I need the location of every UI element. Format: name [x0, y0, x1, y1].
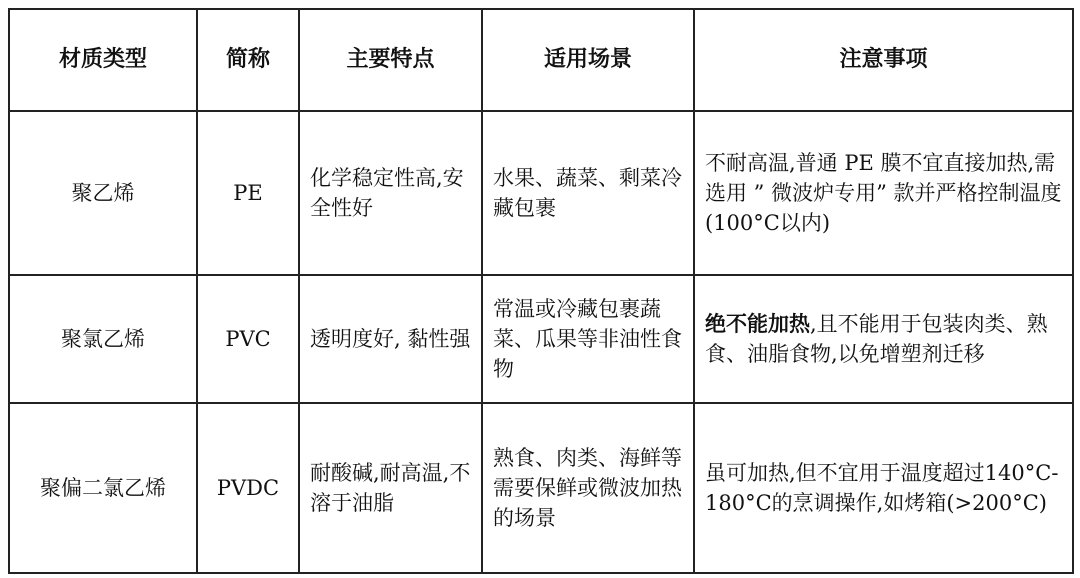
scenes-cell: 熟食、肉类、海鲜等需要保鲜或微波加热的场景: [482, 403, 694, 573]
abbr-cell: PE: [197, 111, 299, 275]
material-cell: 聚乙烯: [9, 111, 197, 275]
header-notes: 注意事项: [694, 9, 1073, 111]
features-cell: 耐酸碱,耐高温,不溶于油脂: [299, 403, 482, 573]
notes-cell: [694, 111, 1073, 275]
table-row: [9, 111, 1073, 275]
material-cell: 聚氯乙烯: [9, 275, 197, 403]
header-row: [9, 9, 1073, 111]
table-row: [9, 403, 1073, 573]
abbr-cell: PVC: [197, 275, 299, 403]
header-material: 材质类型: [9, 9, 197, 111]
notes-text: ,且不能用于包装肉类、熟食、油脂食物,以免增塑剂迁移: [705, 312, 1048, 366]
scenes-cell: 常温或冷藏包裹蔬菜、瓜果等非油性食物: [482, 275, 694, 403]
header-scenes: 适用场景: [482, 9, 694, 111]
features-cell: 透明度好, 黏性强: [299, 275, 482, 403]
scenes-cell: 水果、蔬菜、剩菜冷藏包裹: [482, 111, 694, 275]
notes-cell: [694, 275, 1073, 403]
material-cell: 聚偏二氯乙烯: [9, 403, 197, 573]
abbr-cell: PVDC: [197, 403, 299, 573]
header-abbr: 简称: [197, 9, 299, 111]
plastic-wrap-table: [8, 8, 1074, 574]
notes-cell: [694, 403, 1073, 573]
notes-text: 虽可加热,但不宜用于温度超过140°C-180°C的烹调操作,如烤箱(>200°C): [705, 461, 1059, 515]
features-cell: 化学稳定性高,安全性好: [299, 111, 482, 275]
notes-emphasis: 绝不能加热: [705, 312, 810, 336]
header-features: 主要特点: [299, 9, 482, 111]
table-row: [9, 275, 1073, 403]
notes-text: 不耐高温,普通 PE 膜不宜直接加热,需选用 ” 微波炉专用” 款并严格控制温度(100°C以内): [705, 151, 1062, 235]
